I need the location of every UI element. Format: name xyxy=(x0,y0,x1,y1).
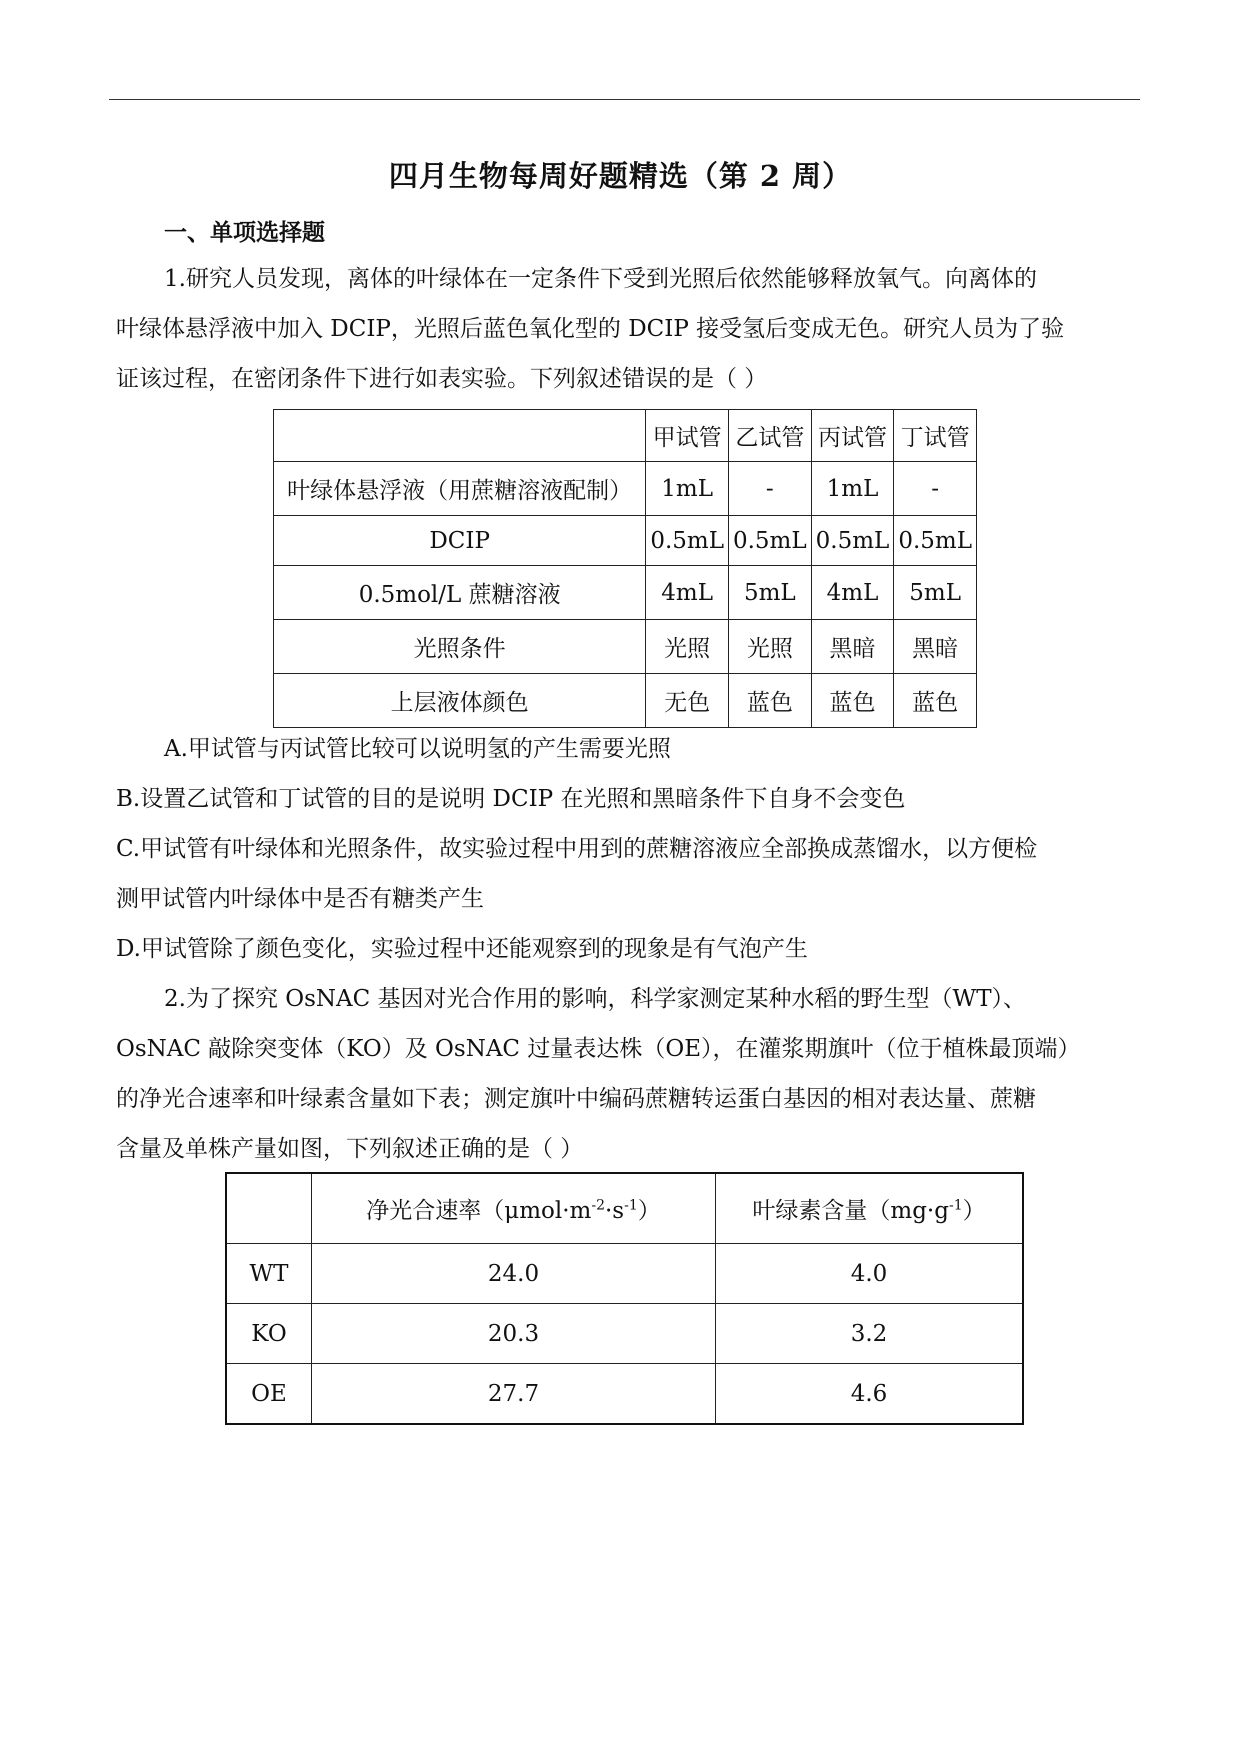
q1-option-c-line-1: C.甲试管有叶绿体和光照条件，故实验过程中用到的蔗糖溶液应全部换成蒸馏水，以方便检 xyxy=(116,836,1038,862)
table-cell: - xyxy=(894,462,977,516)
table-row-label: 叶绿体悬浮液（用蔗糖溶液配制） xyxy=(274,462,646,516)
header-text: 净光合速率（μmol·m xyxy=(366,1198,592,1224)
table-header-cell: 乙试管 xyxy=(728,410,811,462)
section-heading: 一、单项选择题 xyxy=(164,219,325,246)
table-cell: 1mL xyxy=(646,462,729,516)
table-row-label: OE xyxy=(226,1364,312,1425)
q1-stem-line-1: 1.研究人员发现，离体的叶绿体在一定条件下受到光照后依然能够释放氧气。向离体的 xyxy=(164,266,1037,292)
photosynthesis-table xyxy=(225,1172,1024,1425)
table-row xyxy=(274,462,977,516)
table-cell xyxy=(226,1173,312,1244)
table-cell: 黑暗 xyxy=(811,620,894,674)
q1-option-c-line-2: 测甲试管内叶绿体中是否有糖类产生 xyxy=(116,886,484,912)
table-cell: 24.0 xyxy=(312,1244,716,1304)
table-header-cell: 丙试管 xyxy=(811,410,894,462)
header-text: ） xyxy=(962,1198,986,1224)
table-cell: 4.0 xyxy=(716,1244,1024,1304)
table-row xyxy=(226,1244,1023,1304)
table-cell: 0.5mL xyxy=(728,516,811,566)
q2-stem-line-3: 的净光合速率和叶绿素含量如下表；测定旗叶中编码蔗糖转运蛋白基因的相对表达量、蔗糖 xyxy=(116,1086,1036,1112)
header-text: 叶绿素含量（mg·g xyxy=(752,1198,949,1224)
table-cell: 蓝色 xyxy=(894,674,977,728)
q2-stem-line-4: 含量及单株产量如图，下列叙述正确的是（ ） xyxy=(116,1136,584,1162)
header-rule xyxy=(109,99,1140,100)
table-header-cell: 甲试管 xyxy=(646,410,729,462)
table-cell xyxy=(274,410,646,462)
experiment-table xyxy=(273,409,977,728)
q2-stem-line-2: OsNAC 敲除突变体（KO）及 OsNAC 过量表达株（OE），在灌浆期旗叶（位于植株最顶端） xyxy=(116,1036,1081,1062)
table-cell: 27.7 xyxy=(312,1364,716,1425)
q1-option-a: A.甲试管与丙试管比较可以说明氢的产生需要光照 xyxy=(164,736,671,762)
table-row xyxy=(274,674,977,728)
header-text: ） xyxy=(637,1198,661,1224)
header-text: ·s xyxy=(604,1198,625,1224)
table-row-label: KO xyxy=(226,1304,312,1364)
table-cell: 3.2 xyxy=(716,1304,1024,1364)
q2-stem-line-1: 2.为了探究 OsNAC 基因对光合作用的影响，科学家测定某种水稻的野生型（WT）、 xyxy=(164,986,1027,1012)
table-row xyxy=(226,1173,1023,1244)
table-row-label: 光照条件 xyxy=(274,620,646,674)
table-cell: 1mL xyxy=(811,462,894,516)
table-cell: 无色 xyxy=(646,674,729,728)
table-cell: 5mL xyxy=(894,566,977,620)
q1-stem-line-2: 叶绿体悬浮液中加入 DCIP，光照后蓝色氧化型的 DCIP 接受氢后变成无色。研究人员为了验 xyxy=(116,316,1065,342)
table-cell: 光照 xyxy=(728,620,811,674)
page-title: 四月生物每周好题精选（第 2 周） xyxy=(388,159,853,193)
table-cell: 20.3 xyxy=(312,1304,716,1364)
header-superscript: -2 xyxy=(591,1197,605,1214)
table-cell: 0.5mL xyxy=(811,516,894,566)
table-row xyxy=(226,1364,1023,1425)
table-row xyxy=(274,566,977,620)
table-header-cell xyxy=(312,1173,716,1244)
table-row-label: WT xyxy=(226,1244,312,1304)
table-cell: 4mL xyxy=(646,566,729,620)
table-row xyxy=(274,410,977,462)
q1-option-b: B.设置乙试管和丁试管的目的是说明 DCIP 在光照和黑暗条件下自身不会变色 xyxy=(116,786,906,812)
table-row-label: 0.5mol/L 蔗糖溶液 xyxy=(274,566,646,620)
table-cell: 4mL xyxy=(811,566,894,620)
table-row xyxy=(274,620,977,674)
table-cell: 4.6 xyxy=(716,1364,1024,1425)
q1-option-d: D.甲试管除了颜色变化，实验过程中还能观察到的现象是有气泡产生 xyxy=(116,936,808,962)
q1-stem-line-3: 证该过程，在密闭条件下进行如表实验。下列叙述错误的是（ ） xyxy=(116,366,768,392)
table-cell: 蓝色 xyxy=(811,674,894,728)
table-cell: 0.5mL xyxy=(646,516,729,566)
table-cell: 光照 xyxy=(646,620,729,674)
header-superscript: -1 xyxy=(948,1197,963,1214)
header-superscript: -1 xyxy=(624,1197,638,1214)
table-row xyxy=(226,1304,1023,1364)
table-cell: - xyxy=(728,462,811,516)
table-cell: 5mL xyxy=(728,566,811,620)
table-header-cell: 丁试管 xyxy=(894,410,977,462)
table-row-label: 上层液体颜色 xyxy=(274,674,646,728)
table-cell: 0.5mL xyxy=(894,516,977,566)
table-cell: 黑暗 xyxy=(894,620,977,674)
table-row-label: DCIP xyxy=(274,516,646,566)
table-row xyxy=(274,516,977,566)
table-cell: 蓝色 xyxy=(728,674,811,728)
table-header-cell xyxy=(716,1173,1024,1244)
